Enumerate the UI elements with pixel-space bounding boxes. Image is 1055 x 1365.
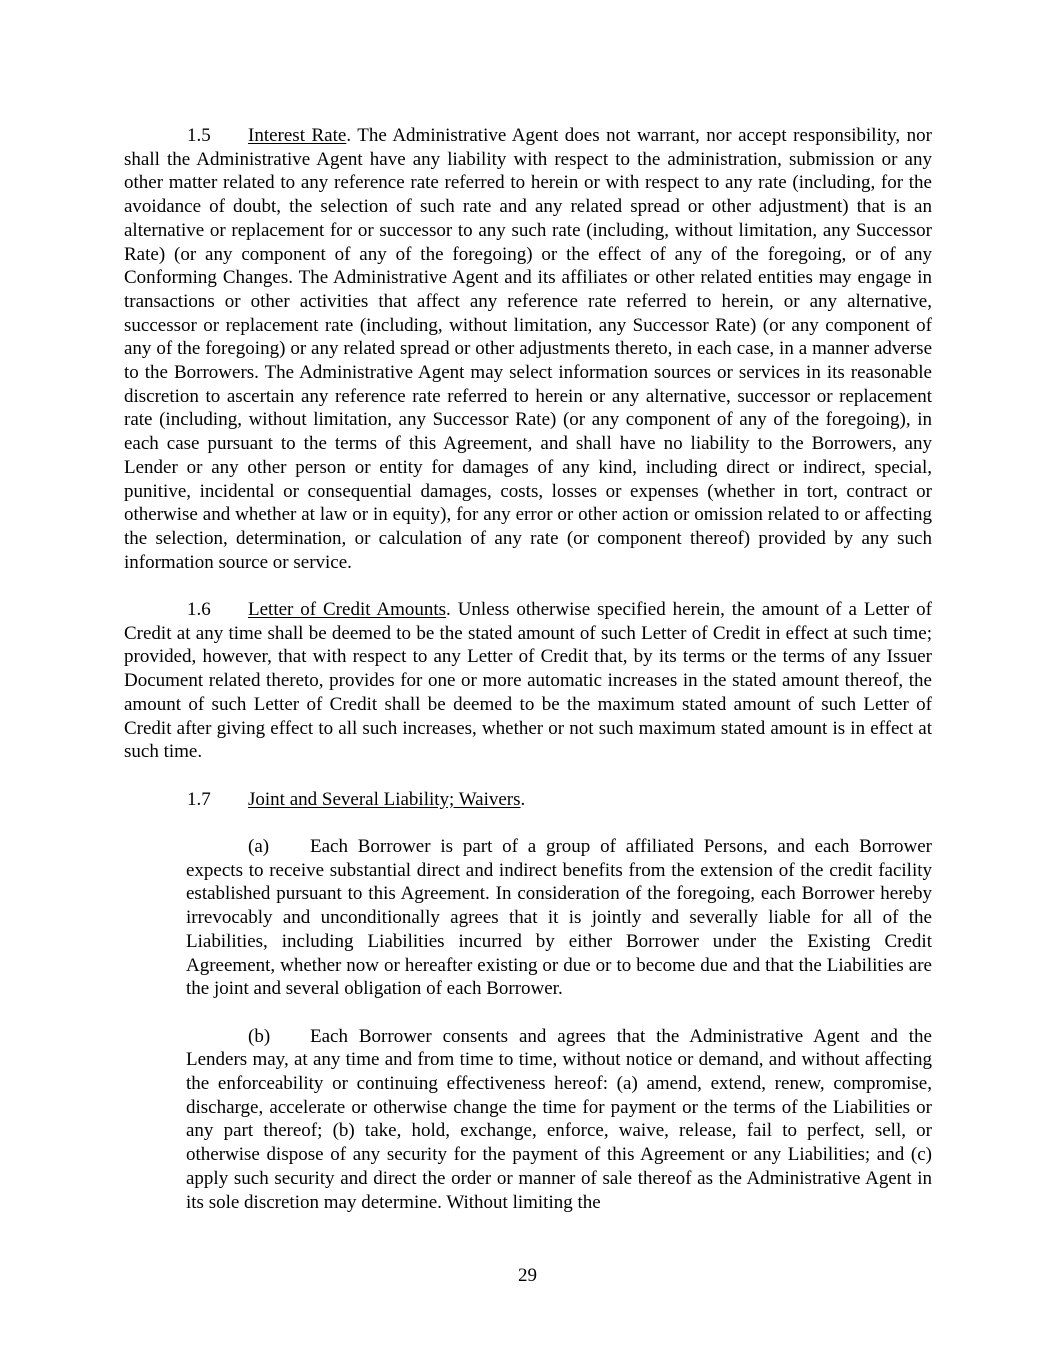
section-body: . Unless otherwise specified herein, the amount of a Letter of Credit at any time shall be deemed to be the stated amount of such Letter of Credit in effect at such time; provided, however, that with respect to any Letter of Credit that, by its terms or the terms of any Issuer Document related thereto, provides for one or more automatic increases in the stated amount thereof, the amount of such Letter of Credit shall be deemed to be the maximum stated amount of such Letter of Credit after giving effect to all such increases, whether or not such maximum stated amount is in effect at such time. [124, 599, 932, 763]
subsection-body: Each Borrower is part of a group of affiliated Persons, and each Borrower expects to receive substantial direct and indirect benefits from the extension of the credit facility established pursuant to this Agreement. In consideration of the foregoing, each Borrower hereby irrevocably and unconditionally agrees that it is jointly and severally liable for all of the Liabilities, including Liabilities incurred by either Borrower under the Existing Credit Agreement, whether now or hereafter existing or due or to become due and that the Liabilities are the joint and several obligation of each Borrower. [186, 836, 932, 1000]
subsection-label: (a) [248, 836, 270, 858]
section-number: 1.5 [187, 125, 211, 146]
section-body: . The Administrative Agent does not warrant, nor accept responsibility, nor shall the Administrative Agent have any liability with respect to the administration, submission or any other matter related to any reference rate referred to herein or with respect to any rate (including, for the avoidance of doubt, the selection of such rate and any related spread or other adjustment) that is an alternative or replacement for or successor to any such rate (including, without limitation, any Successor Rate) (or any component of any of the foregoing) or the effect of any of the foregoing, or of any Conforming Changes. The Administrative Agent and its affiliates or other related entities may engage in transactions or other activities that affect any reference rate referred to herein, or any alternative, successor or replacement rate (including, without limitation, any Successor Rate) (or any component of any of the foregoing) or any related spread or other adjustments thereto, in each case, in a manner adverse to the Borrowers. The Administrative Agent may select information sources or services in its reasonable discretion to ascertain any reference rate referred to herein or any alternative, successor or replacement rate (including, without limitation, any Successor Rate) (or any component of any of the foregoing), in each case pursuant to the terms of this Agreement, and shall have no liability to the Borrowers, any Lender or any other person or entity for damages of any kind, including direct or indirect, special, punitive, incidental or consequential damages, costs, losses or expenses (whether in tort, contract or otherwise and whether at law or in equity), for any error or other action or omission related to or affecting the selection, determination, or calculation of any rate (or component thereof) provided by any such information source or service. [124, 125, 933, 573]
subsection-b [186, 1025, 932, 1215]
section-1-6 [124, 598, 932, 764]
subsection-a [186, 835, 932, 1001]
subsection-body: Each Borrower consents and agrees that the Administrative Agent and the Lenders may, at any time and from time to time, without notice or demand, and without affecting the enforceability or continuing effectiveness hereof: (a) amend, extend, renew, compromise, discharge, accelerate or otherwise change the time for payment or the terms of the Liabilities or any part thereof; (b) take, hold, exchange, enforce, waive, release, fail to perfect, sell, or otherwise dispose of any security for the payment of this Agreement or any Liabilities; and (c) apply such security and direct the order or manner of sale thereof as the Administrative Agent in its sole discretion may determine. Without limiting the [186, 1025, 932, 1213]
subsection-label: (b) [248, 1025, 271, 1047]
section-number: 1.7 [187, 788, 211, 810]
section-number: 1.6 [187, 599, 211, 621]
document-page [124, 124, 932, 1214]
section-title: Joint and Several Liability; Waivers [248, 788, 521, 810]
section-title-suffix: . [520, 788, 526, 810]
page-number: 29 [518, 1265, 537, 1286]
section-1-5 [124, 124, 932, 574]
section-title: Interest Rate [248, 125, 347, 146]
section-title: Letter of Credit Amounts [248, 599, 447, 621]
section-1-7-heading [124, 788, 932, 812]
